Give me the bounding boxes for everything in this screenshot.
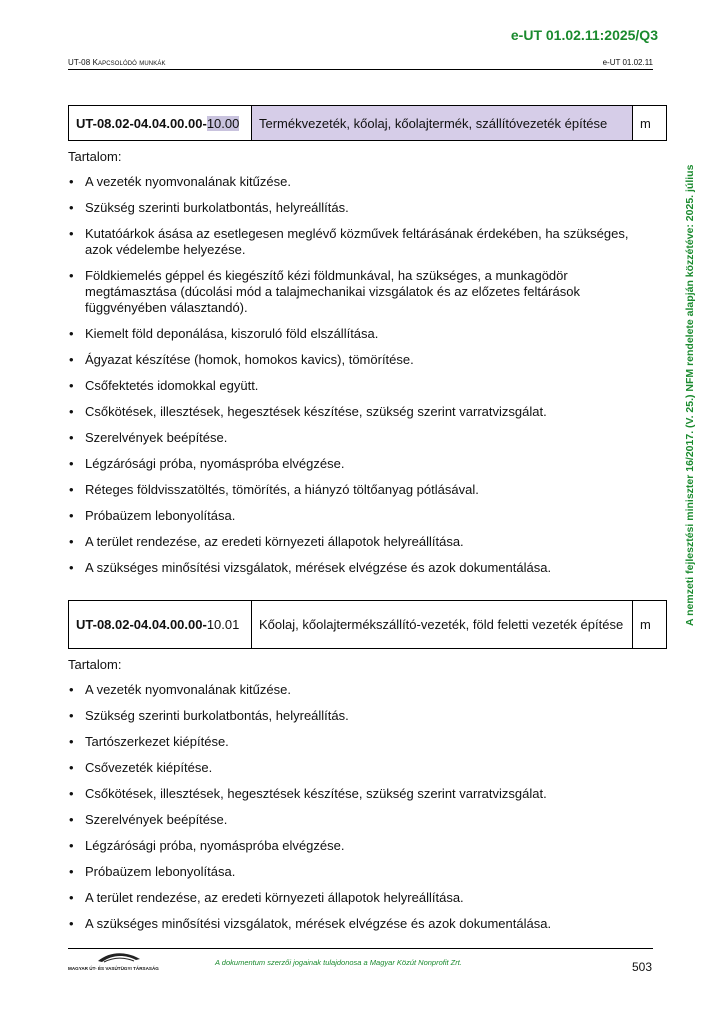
task-list [68,174,658,576]
bullet-icon: • [69,682,74,697]
task-text: Próbaüzem lebonyolítása. [85,508,236,523]
task-text: Földkiemelés géppel és kiegészítő kézi földmunkával, ha szükséges, a munkagödör megtámasztása (dúcolási mód a talajmechanikai vizsgálatok és az előzetes feltárások függvényében választandó). [85,268,580,315]
content-label: Tartalom: [68,149,122,164]
task-text: Kiemelt föld deponálása, kiszoruló föld elszállítása. [85,326,379,341]
bullet-icon: • [69,378,74,393]
bullet-icon: • [69,890,74,905]
bullet-icon: • [69,404,74,419]
task-text: Csővezeték kiépítése. [85,760,213,775]
task-text: Tartószerkezet kiépítése. [85,734,229,749]
task-text: A szükséges minősítési vizsgálatok, mérések elvégzése és azok dokumentálása. [85,560,552,575]
task-text: A terület rendezése, az eredeti környezeti állapotok helyreállítása. [85,890,464,905]
running-code: e-UT 01.02.11 [602,58,653,67]
task-item [68,560,658,576]
task-item [68,760,658,776]
bullet-icon: • [69,838,74,853]
publication-note: A nemzeti fejlesztési miniszter 16/2017. (V. 25.) NFM rendelete alapján közzétéve: 2025. július [684,164,696,626]
bullet-icon: • [69,200,74,215]
task-item [68,864,658,880]
task-text: Szerelvények beépítése. [85,430,228,445]
task-item [68,456,658,472]
task-list [68,682,658,932]
item-unit: m [633,601,667,649]
bullet-icon: • [69,226,74,241]
task-item [68,174,658,190]
footer-divider [68,948,653,949]
task-item [68,404,658,420]
task-item [68,508,658,524]
bullet-icon: • [69,734,74,749]
task-item [68,734,658,750]
task-item [68,482,658,498]
task-item [68,786,658,802]
bullet-icon: • [69,916,74,931]
task-item [68,268,658,316]
bullet-icon: • [69,268,74,283]
item-content [68,149,658,586]
task-text: Csőfektetés idomokkal együtt. [85,378,259,393]
task-text: Csőkötések, illesztések, hegesztések készítése, szükség szerint varratvizsgálat. [85,786,547,801]
bullet-icon: • [69,174,74,189]
task-text: Réteges földvisszatöltés, tömörítés, a hiányzó töltőanyag pótlásával. [85,482,479,497]
task-item [68,378,658,394]
task-item [68,890,658,906]
task-text: Csőkötések, illesztések, hegesztések készítése, szükség szerint varratvizsgálat. [85,404,547,419]
task-item [68,812,658,828]
task-text: A szükséges minősítési vizsgálatok, mérések elvégzése és azok dokumentálása. [85,916,552,931]
task-item [68,326,658,342]
task-text: Légzárósági próba, nyomáspróba elvégzése. [85,838,345,853]
task-text: A vezeték nyomvonalának kitűzése. [85,682,291,697]
task-item [68,916,658,932]
item-header-table [68,105,667,141]
task-text: A terület rendezése, az eredeti környezeti állapotok helyreállítása. [85,534,464,549]
task-text: Szükség szerinti burkolatbontás, helyreállítás. [85,200,349,215]
task-text: Légzárósági próba, nyomáspróba elvégzése. [85,456,345,471]
bullet-icon: • [69,534,74,549]
bullet-icon: • [69,708,74,723]
task-text: Szerelvények beépítése. [85,812,228,827]
item-header-row [69,601,667,649]
bullet-icon: • [69,326,74,341]
logo-text: MAGYAR ÚT- ÉS VASÚTÜGYI TÁRSASÁG [68,966,159,971]
task-text: Ágyazat készítése (homok, homokos kavics), tömörítése. [85,352,414,367]
bullet-icon: • [69,864,74,879]
bullet-icon: • [69,508,74,523]
item-header-row [69,106,667,141]
task-item [68,708,658,724]
bullet-icon: • [69,352,74,367]
bullet-icon: • [69,812,74,827]
item-code [69,106,252,141]
task-item [68,534,658,550]
task-text: A vezeték nyomvonalának kitűzése. [85,174,291,189]
item-code-prefix: UT-08.02-04.04.00.00- [76,617,207,632]
society-logo [68,951,168,973]
copyright-notice: A dokumentum szerzői jogainak tulajdonosa a Magyar Közút Nonprofit Zrt. [215,958,462,967]
document-code: e-UT 01.02.11:2025/Q3 [510,27,658,43]
bullet-icon: • [69,482,74,497]
bullet-icon: • [69,430,74,445]
task-text: Kutatóárkok ásása az esetlegesen meglévő közművek feltárásának érdekében, ha szükséges, azok védelembe helyezése. [85,226,629,257]
content-label: Tartalom: [68,657,122,672]
bullet-icon: • [69,560,74,575]
item-code-suffix: 10.01 [206,617,240,632]
item-title: Termékvezeték, kőolaj, kőolajtermék, szállítóvezeték építése [252,106,633,141]
task-text: Próbaüzem lebonyolítása. [85,864,236,879]
task-item [68,838,658,854]
item-content [68,657,658,942]
task-item [68,682,658,698]
item-header-table [68,600,667,649]
item-title: Kőolaj, kőolajtermékszállító-vezeték, föld feletti vezeték építése [252,601,633,649]
item-unit: m [633,106,667,141]
item-code-suffix: 10.00 [206,115,240,131]
page-number: 503 [631,960,652,974]
task-item [68,430,658,446]
item-code [69,601,252,649]
logo-swoosh-line [104,958,134,962]
task-item [68,200,658,216]
task-item [68,226,658,258]
item-code-prefix: UT-08.02-04.04.00.00- [76,115,207,131]
bullet-icon: • [69,786,74,801]
task-item [68,352,658,368]
bullet-icon: • [69,456,74,471]
section-title: UT-08 Kapcsolódó munkák [68,58,166,67]
bullet-icon: • [69,760,74,775]
running-header [68,58,653,70]
task-text: Szükség szerinti burkolatbontás, helyreállítás. [85,708,349,723]
